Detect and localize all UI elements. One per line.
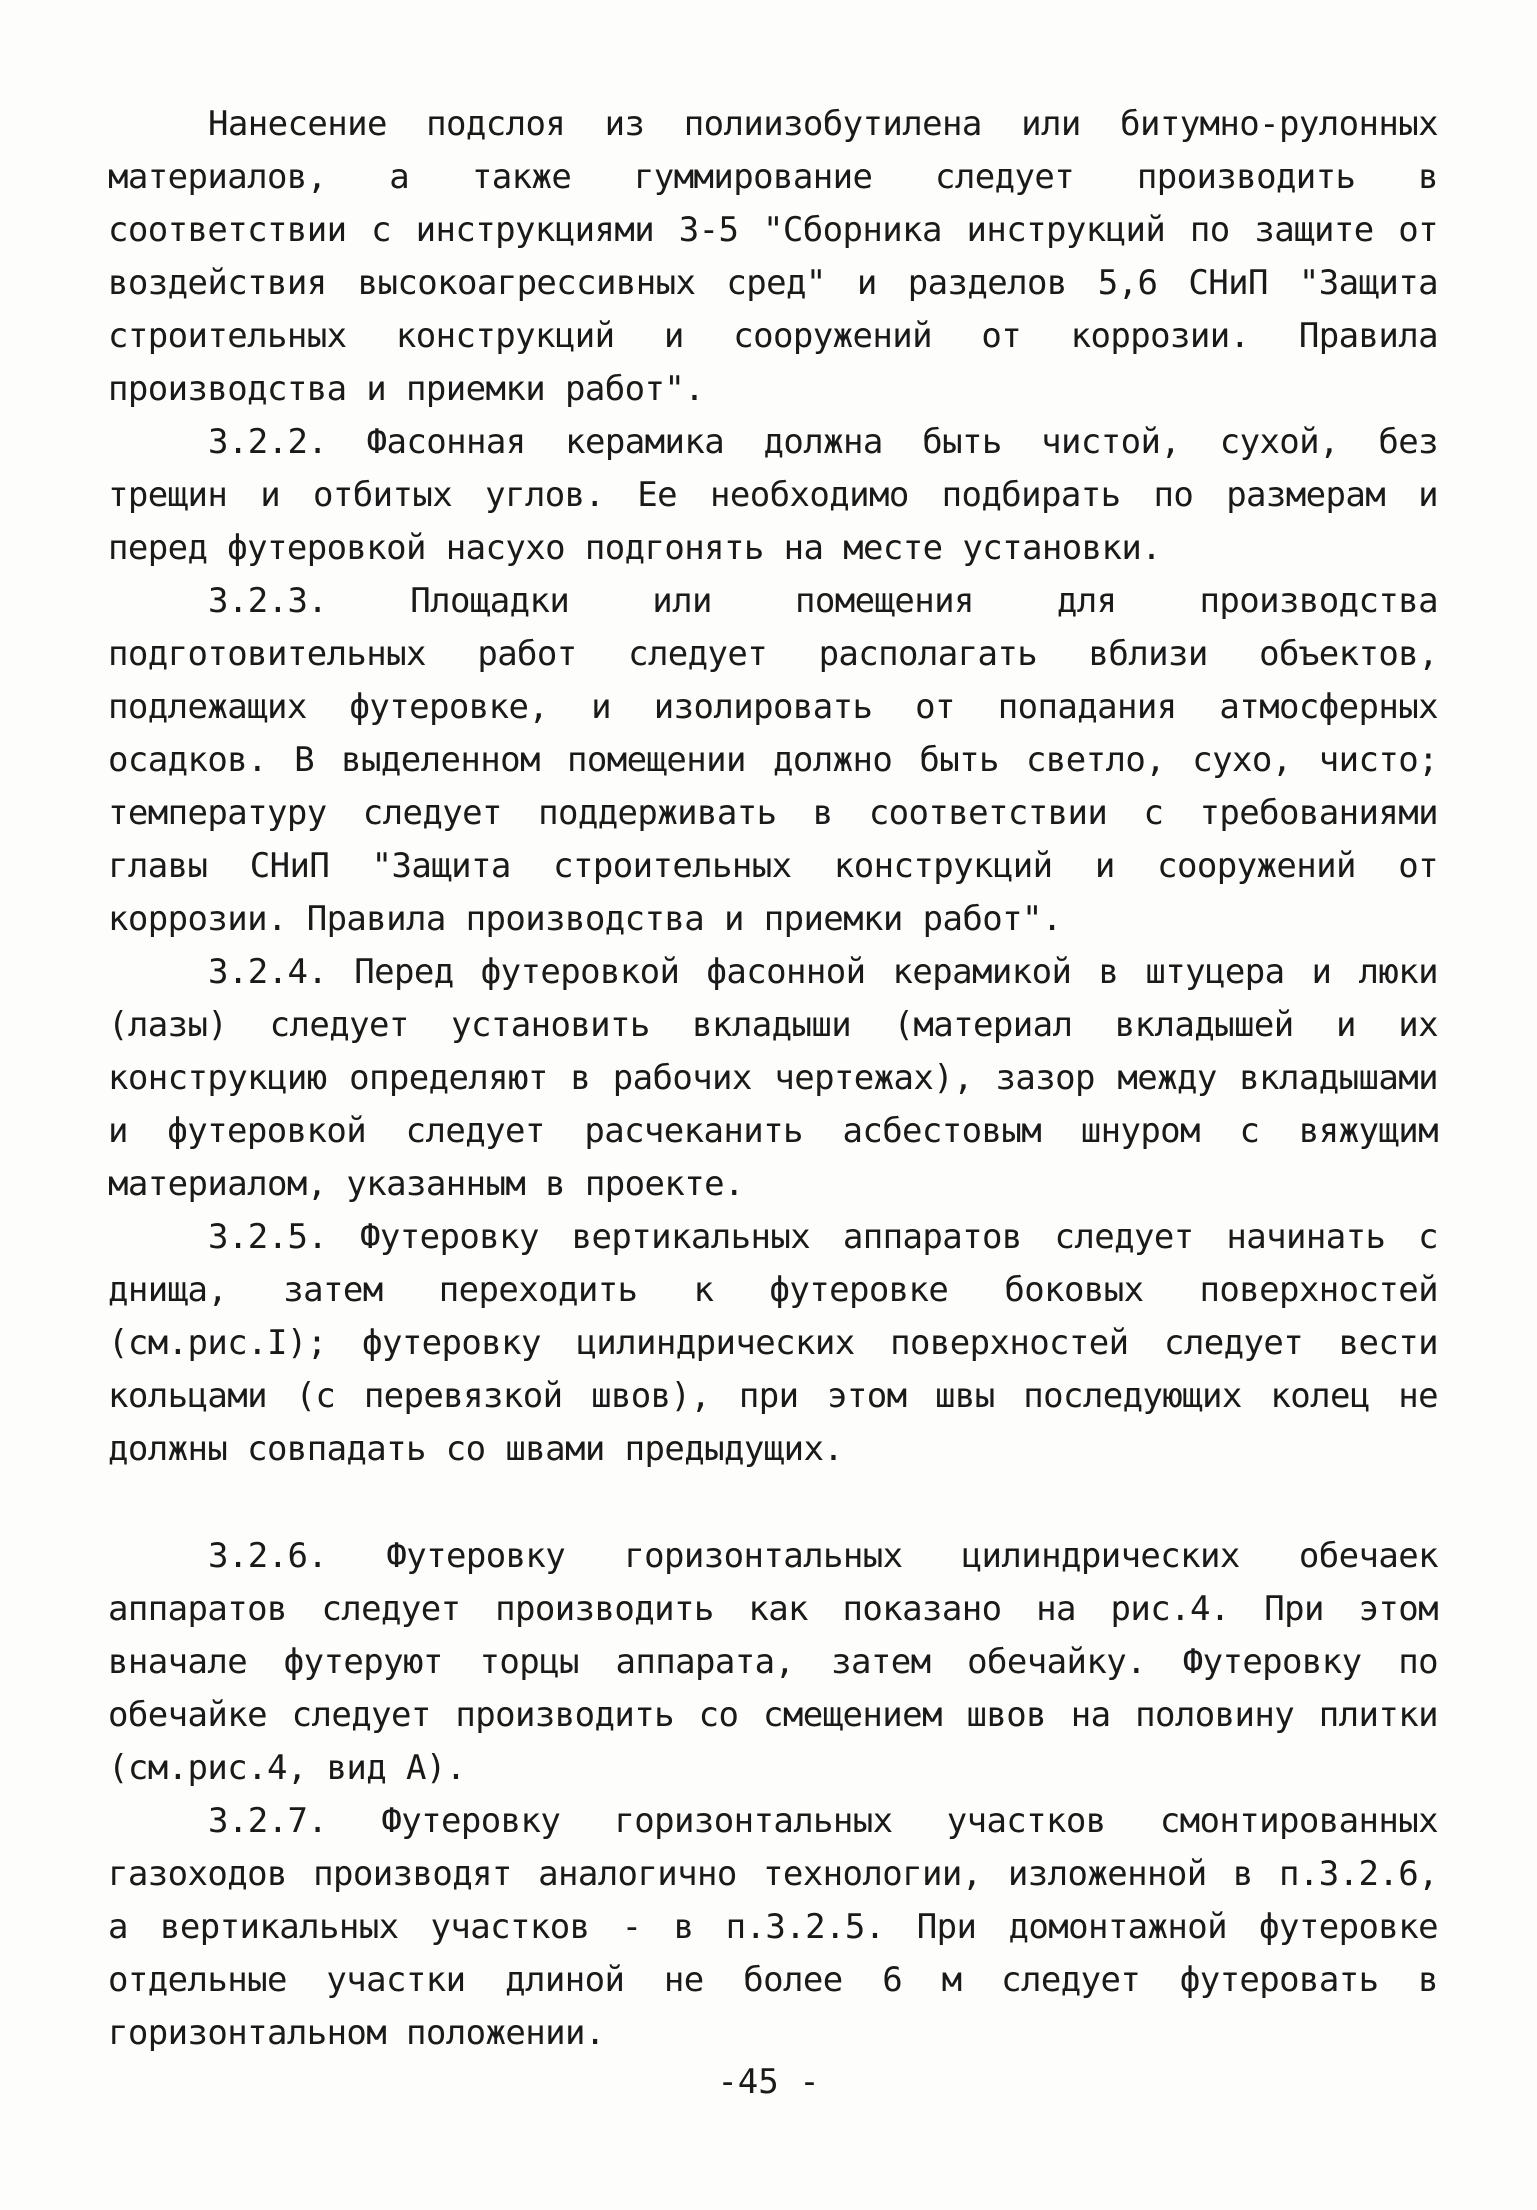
paragraph-3-2-6: 3.2.6. Футеровку горизонтальных цилиндрических обечаек аппаратов следует производить как показано на рис.4. При этом вначале футеруют торцы аппарата, затем обечайку. Футеровку по обечайке следует производить со смещением швов на половину плитки (см.рис.4, вид А). xyxy=(108,1536,1438,1788)
paragraph-3-2-5: 3.2.5. Футеровку вертикальных аппаратов следует начинать с днища, затем переходить к футеровке боковых поверхностей (см.рис.I); футеровку цилиндрических поверхностей следует вести кольцами (с перевязкой швов), при этом швы последующих колец не должны совпадать со швами предыдущих. xyxy=(108,1217,1438,1469)
paragraph-3-2-3: 3.2.3. Площадки или помещения для производства подготовительных работ следует располагать вблизи объектов, подлежащих футеровке, и изолировать от попадания атмосферных осадков. В выделенном помещении должно быть светло, сухо, чисто; температуру следует поддерживать в соответствии с требованиями главы СНиП "Защита строительных конструкций и сооружений от коррозии. Правила производства и приемки работ". xyxy=(108,581,1438,939)
text-block-top xyxy=(108,98,1438,1476)
text-block-bottom xyxy=(108,1530,1438,2060)
paragraph-3-2-4: 3.2.4. Перед футеровкой фасонной керамикой в штуцера и люки (лазы) следует установить вкладыши (материал вкладышей и их конструкцию определяют в рабочих чертежах), зазор между вкладышами и футеровкой следует расчеканить асбестовым шнуром с вяжущим материалом, указанным в проекте. xyxy=(108,952,1438,1204)
paragraph-3-2-7: 3.2.7. Футеровку горизонтальных участков смонтированных газоходов производят аналогично технологии, изложенной в п.3.2.6, а вертикальных участков - в п.3.2.5. При домонтажной футеровке отдельные участки длиной не более 6 м следует футеровать в горизонтальном положении. xyxy=(108,1801,1438,2053)
paragraph-intro: Нанесение подслоя из полиизобутилена или битумно-рулонных материалов, а также гуммирование следует производить в соответствии с инструкциями 3-5 "Сборника инструкций по защите от воздействия высокоагрессивных сред" и разделов 5,6 СНиП "Защита строительных конструкций и сооружений от коррозии. Правила производства и приемки работ". xyxy=(108,104,1438,409)
paragraph-3-2-2: 3.2.2. Фасонная керамика должна быть чистой, сухой, без трещин и отбитых углов. Ее необходимо подбирать по размерам и перед футеровкой насухо подгонять на месте установки. xyxy=(108,422,1438,568)
page-number: -45 - xyxy=(717,2062,820,2102)
